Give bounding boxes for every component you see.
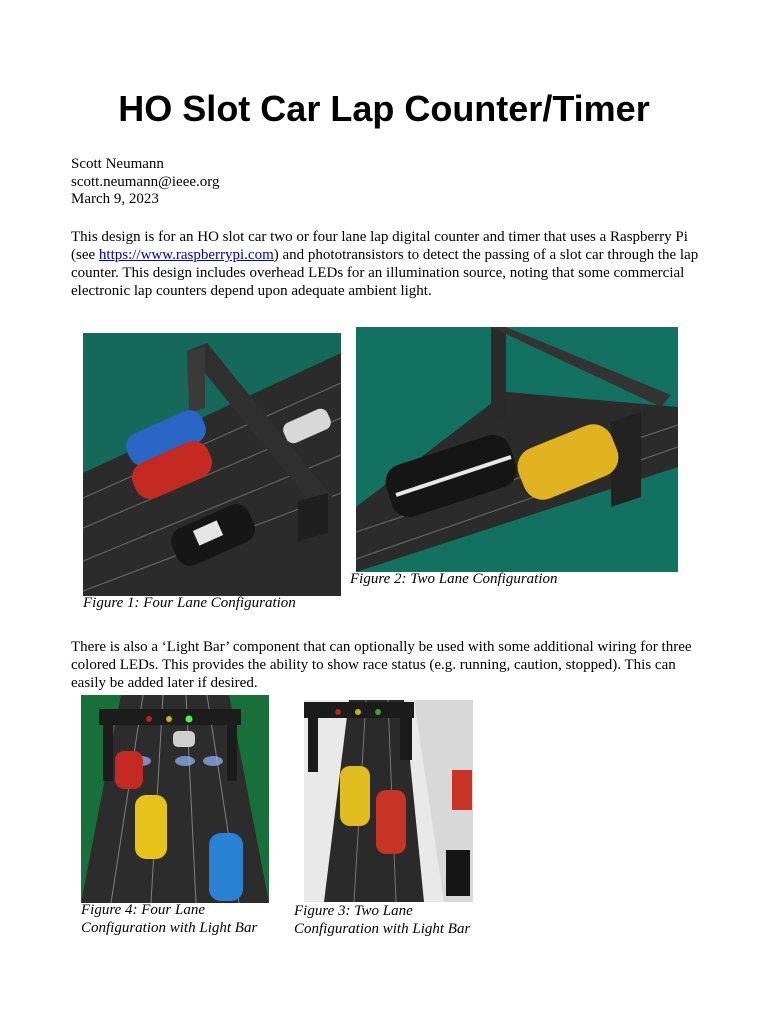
intro-text-after: ) and phototransistors to detect the passing of a slot car through the lap counter. This design includes overhead LEDs for an illumination source, noting that some commercial electronic lap counters depend upon adequate ambient light. [71, 247, 699, 299]
figure-1-photo [83, 333, 341, 596]
figure-4-caption: Figure 4: Four Lane Configuration with Light Bar [81, 902, 258, 936]
page-title: HO Slot Car Lap Counter/Timer [118, 88, 650, 129]
figure-2-caption: Figure 2: Two Lane Configuration [350, 571, 558, 587]
raspberrypi-link[interactable]: https://www.raspberrypi.com [98, 247, 274, 263]
intro-text-before: This design is for an HO slot car two or four lane lap digital counter and timer that uses a Raspberry Pi (see [71, 229, 688, 263]
author-block [71, 156, 220, 209]
light-bar-paragraph: There is also a ‘Light Bar’ component that can optionally be used with some additional wiring for three colored LEDs. This provides the ability to show race status (e.g. running, caution, stopped). This can easily be added later if desired. [71, 639, 692, 691]
author-name: Scott Neumann [71, 156, 164, 172]
author-email: scott.neumann@ieee.org [71, 173, 220, 190]
figure-3-caption: Figure 3: Two Lane Configuration with Light Bar [294, 903, 471, 937]
figure-4-photo [81, 695, 269, 903]
document-date: March 9, 2023 [71, 191, 159, 207]
intro-paragraph [71, 228, 701, 300]
figure-2-photo [356, 327, 678, 572]
figure-1-caption: Figure 1: Four Lane Configuration [83, 595, 296, 611]
figure-3-photo [304, 700, 473, 902]
